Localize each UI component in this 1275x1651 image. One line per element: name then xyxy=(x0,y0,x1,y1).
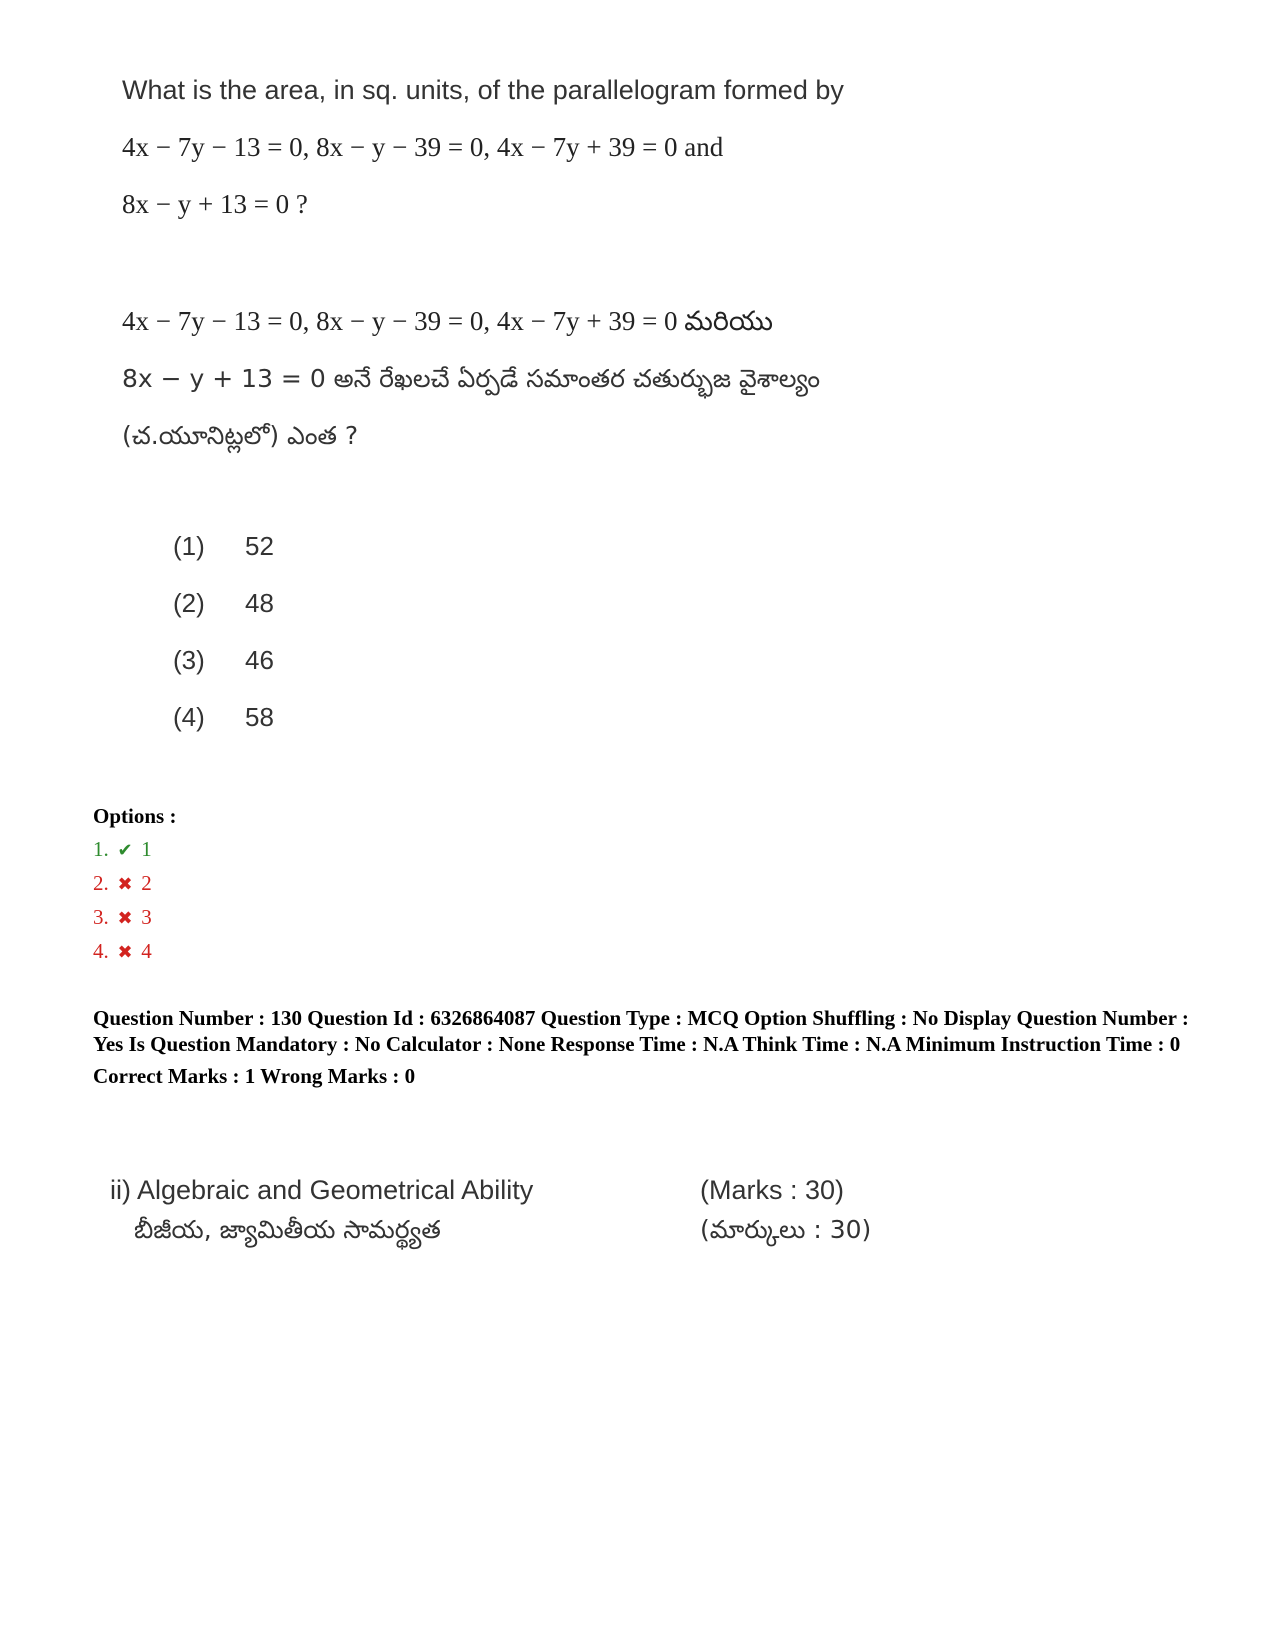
question-text-telugu: 8x − y + 13 = 0 అనే రేఖలచే ఏర్పడే సమాంతర చతుర్భుజ వైశాల్యం xyxy=(122,364,821,393)
option-index: 2. xyxy=(93,871,109,895)
option-index: 3. xyxy=(93,905,109,929)
choice-number: (3) xyxy=(173,645,205,675)
choice-number: (4) xyxy=(173,702,205,732)
choice-value: 52 xyxy=(245,531,274,561)
cross-icon: ✖ xyxy=(117,908,133,928)
option-label: 1 xyxy=(141,837,152,861)
answer-choice xyxy=(173,575,274,632)
options-title: Options : xyxy=(93,804,177,828)
section-title-telugu: బీజీయ, జ్యామితీయ సామర్థ్యత xyxy=(134,1215,441,1244)
check-icon: ✔ xyxy=(117,840,133,860)
question-marks: Correct Marks : 1 Wrong Marks : 0 xyxy=(93,1064,416,1088)
section-marks-english: (Marks : 30) xyxy=(700,1175,845,1205)
cross-icon: ✖ xyxy=(117,942,133,962)
choice-value: 58 xyxy=(245,702,274,732)
option-label: 3 xyxy=(141,905,152,929)
cross-icon: ✖ xyxy=(117,874,133,894)
answer-choice xyxy=(173,632,274,689)
option-item xyxy=(93,866,176,900)
section-marks-telugu: (మార్కులు : 30) xyxy=(700,1215,872,1244)
question-equations-english: 4x − 7y − 13 = 0, 8x − y − 39 = 0, 4x − 7y + 39 = 0 and xyxy=(122,132,724,162)
section-title-english: ii) Algebraic and Geometrical Ability xyxy=(110,1175,534,1205)
question-details: Question Number : 130 Question Id : 6326864087 Question Type : MCQ Option Shuffling : No Display Question Number : Yes Is Question Mandatory : No Calculator : None Response Time : N.A Think Time : N.A Minimum Instruction Time : 0 xyxy=(93,1006,1189,1056)
option-label: 4 xyxy=(141,939,152,963)
option-item xyxy=(93,832,176,866)
question-equations-english-end: 8x − y + 13 = 0 ? xyxy=(122,189,308,219)
choice-value: 46 xyxy=(245,645,274,675)
option-label: 2 xyxy=(141,871,152,895)
answer-choice xyxy=(173,518,274,575)
options-list xyxy=(93,800,176,968)
option-index: 4. xyxy=(93,939,109,963)
option-item xyxy=(93,900,176,934)
choice-number: (2) xyxy=(173,588,205,618)
choice-value: 48 xyxy=(245,588,274,618)
question-block xyxy=(122,62,1082,464)
answer-choices xyxy=(173,518,274,746)
question-text-english: What is the area, in sq. units, of the parallelogram formed by xyxy=(122,75,844,105)
option-item xyxy=(93,934,176,968)
choice-number: (1) xyxy=(173,531,205,561)
question-text-telugu-end: (చ.యూనిట్లలో) ఎంత ? xyxy=(122,421,359,450)
question-equations-telugu: 4x − 7y − 13 = 0, 8x − y − 39 = 0, 4x − 7y + 39 = 0 మరియు xyxy=(122,306,773,336)
question-meta xyxy=(93,1005,1193,1089)
answer-choice xyxy=(173,689,274,746)
option-index: 1. xyxy=(93,837,109,861)
